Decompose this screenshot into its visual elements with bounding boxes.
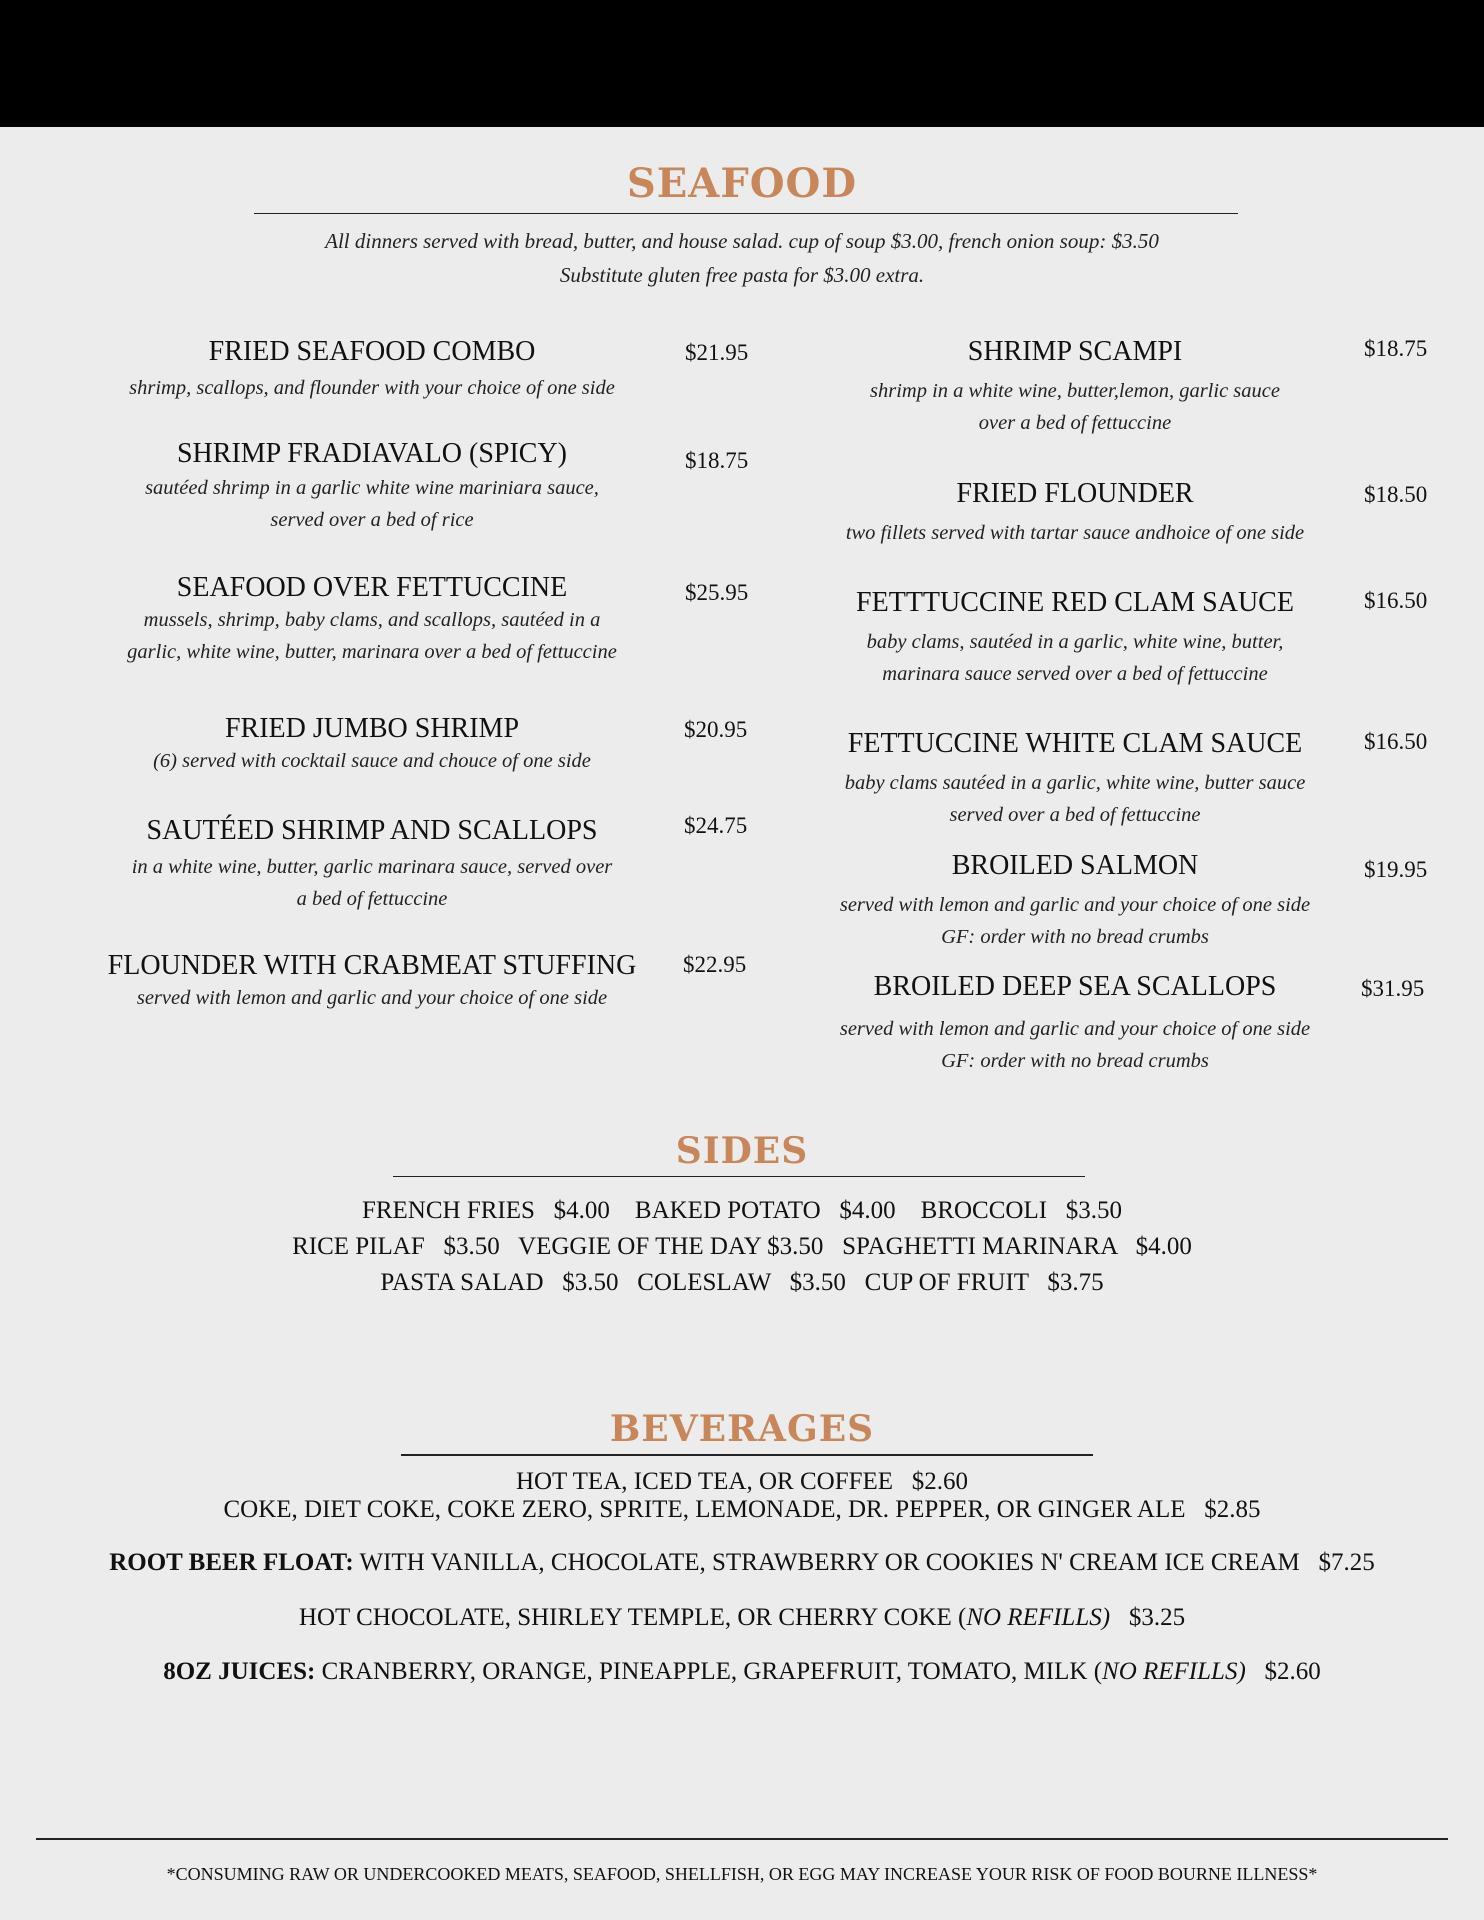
menu-item-price: $18.75 (685, 448, 749, 473)
menu-item-name: SHRIMP FRADIAVALO (SPICY) (176, 438, 568, 469)
menu-item-desc: over a bed of fettuccine (978, 412, 1172, 434)
sides-line-1: FRENCH FRIES $4.00 BAKED POTATO $4.00 BROCCOLI $3.50 (361, 1197, 1123, 1224)
menu-item-price: $18.50 (1364, 482, 1428, 507)
menu-item-name: SHRIMP SCAMPI (967, 336, 1183, 367)
beverage-line-root-beer-float (0, 1549, 1484, 1577)
menu-item-price: $24.75 (684, 813, 748, 838)
juices-no-refills: NO REFILLS) (1102, 1658, 1246, 1685)
menu-item-price: $16.50 (1364, 588, 1428, 613)
beverage-line-hot-drinks: HOT TEA, ICED TEA, OR COFFEE $2.60 (515, 1468, 969, 1495)
seafood-note-line-1: All dinners served with bread, butter, and house salad. cup of soup $3.00, french onion soup: $3.50 (325, 229, 1159, 253)
beverage-line-juices (0, 1658, 1484, 1686)
menu-item-desc: in a white wine, butter, garlic marinara sauce, served over (131, 856, 613, 878)
menu-item-desc: GF: order with no bread crumbs (941, 1050, 1209, 1072)
menu-item-desc: sautéed shrimp in a garlic white wine mariniara sauce, (145, 477, 599, 499)
food-safety-disclaimer: *CONSUMING RAW OR UNDERCOOKED MEATS, SEAFOOD, SHELLFISH, OR EGG MAY INCREASE YOUR RISK OF FOOD BOURNE ILLNESS* (166, 1864, 1318, 1884)
menu-item-desc: baby clams, sautéed in a garlic, white wine, butter, (866, 631, 1284, 653)
menu-item-price: $19.95 (1364, 857, 1428, 882)
juices-text: CRANBERRY, ORANGE, PINEAPPLE, GRAPEFRUIT, TOMATO, MILK ( (315, 1658, 1103, 1685)
menu-item-price: $18.75 (1364, 336, 1428, 361)
beverages-divider (401, 1454, 1093, 1456)
juices-price: $2.60 (1245, 1658, 1321, 1685)
menu-item-desc: served with lemon and garlic and your choice of one side (839, 1018, 1311, 1040)
menu-item-name: SEAFOOD OVER FETTUCCINE (176, 572, 568, 603)
menu-item-name: SAUTÉED SHRIMP AND SCALLOPS (146, 815, 598, 846)
menu-item-desc: served over a bed of rice (270, 509, 474, 531)
menu-item-desc: served with lemon and garlic and your choice of one side (136, 987, 608, 1009)
menu-item-desc: marinara sauce served over a bed of fettuccine (882, 663, 1268, 685)
sides-divider (393, 1176, 1085, 1177)
menu-item-price: $21.95 (685, 340, 749, 365)
beverage-line-specialty (0, 1604, 1484, 1632)
menu-item-name: FETTUCCINE WHITE CLAM SAUCE (847, 728, 1303, 759)
menu-item-desc: (6) served with cocktail sauce and chouce of one side (153, 750, 591, 772)
menu-item-name: BROILED SALMON (951, 850, 1199, 881)
specialty-no-refills: NO REFILLS) (966, 1604, 1111, 1631)
menu-item-name: BROILED DEEP SEA SCALLOPS (873, 971, 1277, 1002)
seafood-title: SEAFOOD (626, 160, 858, 207)
menu-item-price: $31.95 (1361, 976, 1425, 1001)
menu-item-price: $16.50 (1364, 729, 1428, 754)
footer-divider (36, 1838, 1448, 1840)
sides-title: SIDES (675, 1130, 809, 1172)
menu-item-desc: mussels, shrimp, baby clams, and scallops, sautéed in a (143, 609, 601, 631)
header-black-bar (0, 0, 1484, 127)
menu-item-desc: served with lemon and garlic and your choice of one side (839, 894, 1311, 916)
menu-item-desc: GF: order with no bread crumbs (941, 926, 1209, 948)
menu-item-desc: baby clams sautéed in a garlic, white wine, butter sauce (844, 772, 1306, 794)
menu-item-name: FRIED FLOUNDER (956, 478, 1194, 509)
root-beer-float-label: ROOT BEER FLOAT: (109, 1549, 354, 1576)
menu-item-desc: shrimp in a white wine, butter,lemon, garlic sauce (870, 380, 1280, 402)
seafood-divider (254, 213, 1238, 214)
seafood-note-line-2: Substitute gluten free pasta for $3.00 extra. (559, 263, 925, 287)
specialty-text: HOT CHOCOLATE, SHIRLEY TEMPLE, OR CHERRY COKE ( (298, 1604, 967, 1631)
juices-label: 8OZ JUICES: (163, 1658, 316, 1685)
sides-line-3: PASTA SALAD $3.50 COLESLAW $3.50 CUP OF FRUIT $3.75 (380, 1269, 1104, 1296)
beverage-line-sodas: COKE, DIET COKE, COKE ZERO, SPRITE, LEMONADE, DR. PEPPER, OR GINGER ALE $2.85 (223, 1496, 1261, 1523)
menu-item-name: FRIED JUMBO SHRIMP (224, 713, 520, 744)
menu-item-desc: a bed of fettuccine (296, 888, 448, 910)
menu-item-desc: two fillets served with tartar sauce andhoice of one side (845, 522, 1305, 544)
menu-item-price: $20.95 (684, 717, 748, 742)
menu-item-name: FETTTUCCINE RED CLAM SAUCE (856, 587, 1294, 618)
sides-line-2: RICE PILAF $3.50 VEGGIE OF THE DAY $3.50 SPAGHETTI MARINARA $4.00 (292, 1233, 1192, 1260)
menu-item-name: FRIED SEAFOOD COMBO (208, 336, 536, 367)
menu-item-desc: served over a bed of fettuccine (949, 804, 1201, 826)
specialty-price: $3.25 (1110, 1604, 1186, 1631)
beverages-title: BEVERAGES (609, 1408, 875, 1450)
menu-item-price: $22.95 (683, 952, 747, 977)
menu-item-name: FLOUNDER WITH CRABMEAT STUFFING (107, 950, 637, 981)
menu-item-desc: shrimp, scallops, and flounder with your choice of one side (129, 377, 615, 399)
menu-item-price: $25.95 (685, 580, 749, 605)
menu-item-desc: garlic, white wine, butter, marinara over a bed of fettuccine (127, 641, 617, 663)
root-beer-float-text: WITH VANILLA, CHOCOLATE, STRAWBERRY OR COOKIES N' CREAM ICE CREAM $7.25 (353, 1549, 1375, 1576)
